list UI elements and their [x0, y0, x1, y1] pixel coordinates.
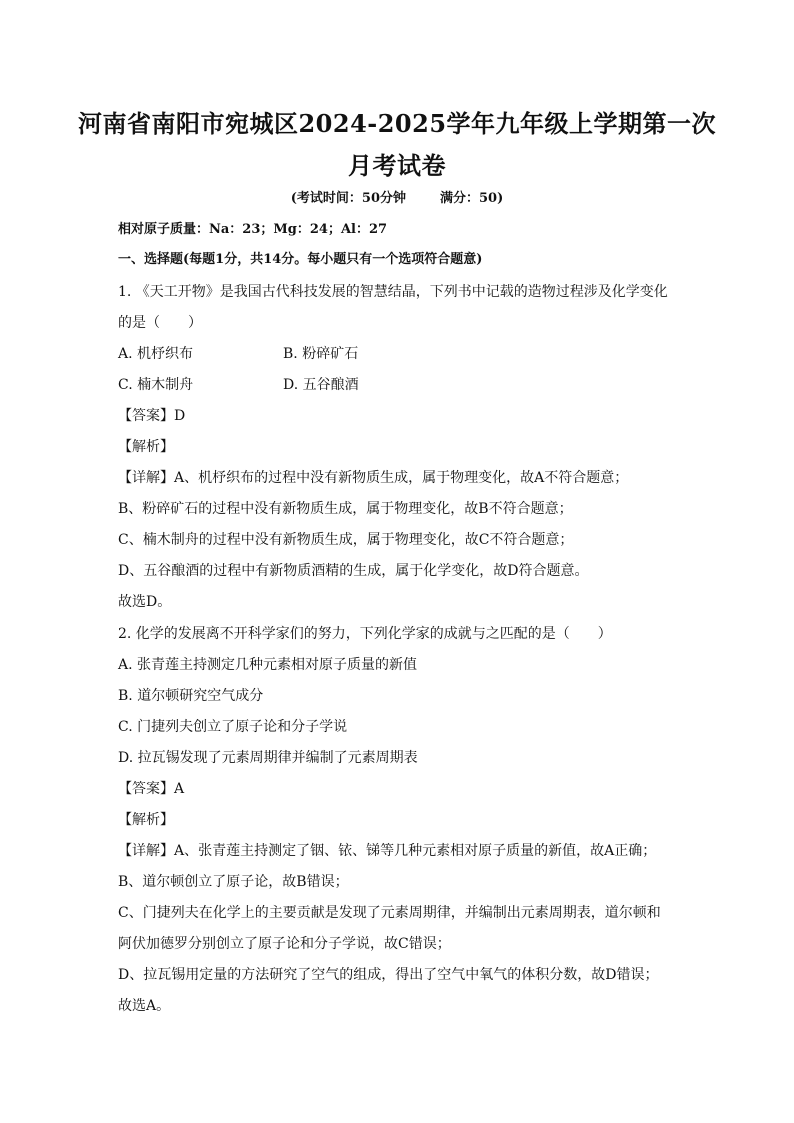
q1-analysis-label: 【解析】 [118, 439, 174, 455]
page-title-line1: 河南省南阳市宛城区2024-2025学年九年级上学期第一次 [77, 109, 717, 138]
q2-option-b: B. 道尔顿研究空气成分 [118, 688, 264, 704]
q2-option-d: D. 拉瓦锡发现了元素周期律并编制了元素周期表 [118, 750, 418, 766]
q1-conclusion: 故选D。 [118, 594, 172, 610]
q1-option-b: B. 粉碎矿石 [283, 346, 359, 362]
q1-stem-line2: 的是（ ） [118, 315, 202, 331]
q2-option-a: A. 张青莲主持测定几种元素相对原子质量的新值 [118, 657, 418, 673]
q2-option-c: C. 门捷列夫创立了原子论和分子学说 [118, 719, 348, 735]
q2-analysis-label: 【解析】 [118, 812, 174, 828]
page-title-line2: 月考试卷 [348, 151, 446, 180]
q1-option-d: D. 五谷酿酒 [283, 377, 359, 393]
q1-detail-line: B、粉碎矿石的过程中没有新物质生成，属于物理变化，故B不符合题意； [118, 501, 573, 517]
q2-answer: 【答案】A [118, 781, 185, 797]
q1-answer: 【答案】D [118, 408, 186, 424]
q1-detail-line: C、楠木制舟的过程中没有新物质生成，属于物理变化，故C不符合题意； [118, 532, 574, 548]
section-heading: 一、选择题(每题1分，共14分。每小题只有一个选项符合题意) [118, 252, 483, 267]
q2-detail-line: C、门捷列夫在化学上的主要贡献是发现了元素周期律，并编制出元素周期表，道尔顿和 [118, 905, 661, 921]
q2-detail-line: 阿伏加德罗分别创立了原子论和分子学说，故C错误； [118, 936, 451, 952]
q2-detail-line: D、拉瓦锡用定量的方法研究了空气的组成，得出了空气中氧气的体积分数，故D错误； [118, 967, 659, 983]
q2-detail-line: B、道尔顿创立了原子论，故B错误； [118, 874, 349, 890]
atomic-masses: 相对原子质量：Na：23；Mg：24；Al：27 [118, 222, 388, 237]
q1-option-c: C. 楠木制舟 [118, 377, 194, 393]
q1-stem-line1: 1. 《天工开物》是我国古代科技发展的智慧结晶，下列书中记载的造物过程涉及化学变化 [118, 284, 668, 300]
full-score: 满分：50) [440, 191, 504, 206]
q1-option-a: A. 机杼织布 [118, 346, 194, 362]
q2-detail-line: 【详解】A、张青莲主持测定了铟、铱、锑等几种元素相对原子质量的新值，故A正确； [118, 843, 657, 859]
exam-time: (考试时间：50分钟 [290, 191, 406, 206]
q2-stem: 2. 化学的发展离不开科学家们的努力，下列化学家的成就与之匹配的是（ ） [118, 626, 612, 642]
q2-conclusion: 故选A。 [118, 998, 171, 1014]
q1-detail-line: D、五谷酿酒的过程中有新物质酒精的生成，属于化学变化，故D符合题意。 [118, 563, 589, 579]
exam-meta [0, 187, 794, 206]
q1-detail-line: 【详解】A、机杼织布的过程中没有新物质生成，属于物理变化，故A不符合题意； [118, 470, 629, 486]
